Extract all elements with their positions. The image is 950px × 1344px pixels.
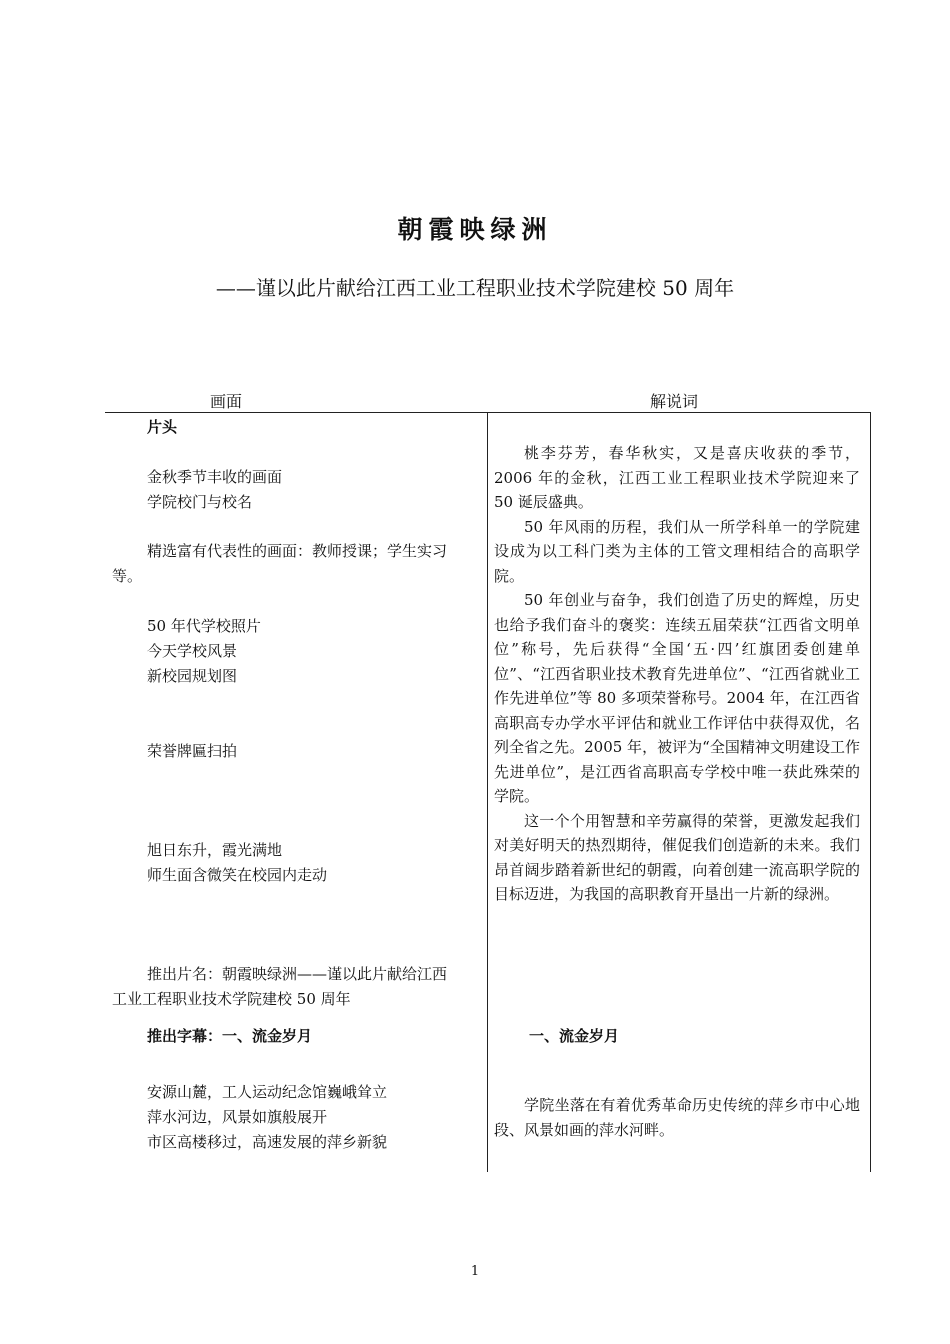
scene-line: 工业工程职业技术学院建校 50 周年 (112, 990, 351, 1008)
scene-line: 萍水河边，风景如旗般展开 (147, 1108, 328, 1126)
narration-paragraph: 这一个个用智慧和辛劳赢得的荣誉，更激发起我们对美好明天的热烈期待，催促我们创造新的未来。我们昂首阔步踏着新世纪的朝霞，向着创建一流高职学院的目标迈进，为我国的高职教育开垦出一片新的绿洲。 (494, 811, 860, 903)
narration-block-2 (494, 1093, 860, 1142)
document-title: 朝霞映绿洲 (397, 215, 553, 244)
column-header-scene: 画面 (210, 392, 243, 411)
scene-line: 等。 (112, 567, 143, 585)
scene-line: 荣誉牌匾扫拍 (147, 742, 238, 760)
scene-line: 学院校门与校名 (147, 493, 253, 511)
scene-line: 精选富有代表性的画面：教师授课；学生实习 (147, 542, 448, 560)
scene-line: 师生面含微笑在校园内走动 (147, 866, 328, 884)
narration-paragraph: 50 年风雨的历程，我们从一所学科单一的学院建设成为以工科门类为主体的工管文理相结合的高职学院。 (494, 517, 860, 585)
scene-line: 金秋季节丰收的画面 (147, 468, 283, 486)
scene-line: 市区高楼移过，高速发展的萍乡新貌 (147, 1133, 388, 1151)
page-number: 1 (470, 1264, 480, 1279)
narration-paragraph: 桃李芬芳，春华秋实，又是喜庆收获的季节，2006 年的金秋，江西工业工程职业技术学院迎来了 50 诞辰盛典。 (494, 444, 860, 511)
scene-line: 今天学校风景 (147, 642, 238, 660)
scene-line: 旭日东升，霞光满地 (147, 841, 283, 859)
narration-paragraph: 50 年创业与奋争，我们创造了历史的辉煌，历史也给予我们奋斗的褒奖：连续五届荣获“江西省文明单位”称号，先后获得“全国‘五·四’红旗团委创建单位”、“江西省职业技术教育先进单位”、“江西省就业工作先进单位”等 80 多项荣誉称号。2004 年，在江西省高职高专办学水平评估和就业工作评估中获得双优，名列全省之先。2005 年，被评为“全国精神文明建设工作先进单位”，是江西省高职高专学校中唯一获此殊荣的学院。 (494, 591, 860, 805)
document-subtitle: ——谨以此片献给江西工业工程职业技术学院建校 50 周年 (215, 276, 735, 300)
narration-section-heading: 一、流金岁月 (529, 1027, 620, 1045)
column-header-narration: 解说词 (650, 392, 699, 411)
table-center-rule (487, 412, 488, 1172)
table-right-rule (870, 412, 871, 1172)
table-top-rule (105, 412, 871, 413)
scene-line: 新校园规划图 (147, 667, 238, 685)
scene-line: 推出片名：朝霞映绿洲——谨以此片献给江西 (147, 965, 448, 983)
scene-line: 推出字幕：一、流金岁月 (147, 1027, 313, 1045)
narration-block (494, 441, 860, 907)
narration-paragraph: 学院坐落在有着优秀革命历史传统的萍乡市中心地段、风景如画的萍水河畔。 (494, 1096, 860, 1139)
scene-line: 片头 (147, 418, 178, 436)
scene-line: 50 年代学校照片 (147, 617, 261, 635)
scene-line: 安源山麓，工人运动纪念馆巍峨耸立 (147, 1083, 388, 1101)
